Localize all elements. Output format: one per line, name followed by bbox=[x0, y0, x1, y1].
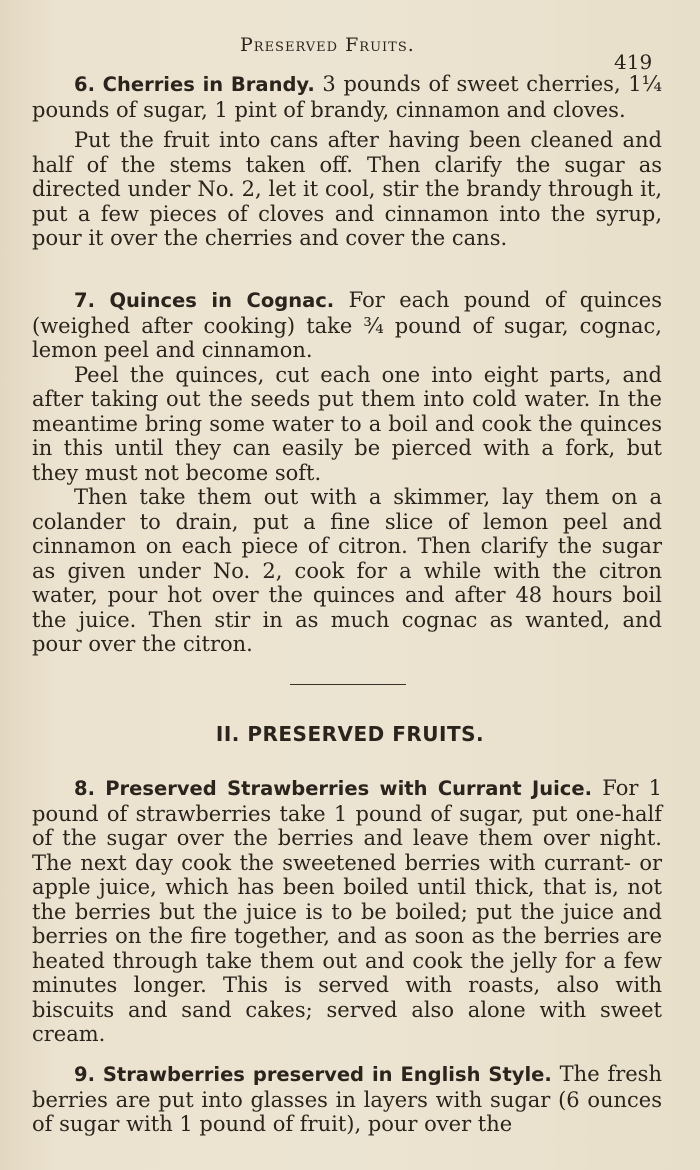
recipe-6-ingredients: 3 pounds of sweet cherries, 1¼ pounds of sugar, 1 pint of brandy, cinnamon and cloves. bbox=[32, 72, 662, 122]
recipe-9-text: The fresh berries are put into glasses in layers with sugar (6 ounces of sugar with 1 pound of fruit), pour over the bbox=[32, 1062, 662, 1136]
recipe-9-title: Strawberries preserved in English Style. bbox=[102, 1063, 552, 1086]
recipe-8-title: Preserved Strawberries with Currant Juice. bbox=[105, 777, 592, 800]
recipe-7-number: 7. bbox=[74, 289, 95, 312]
running-title: Preserved Fruits. bbox=[240, 34, 415, 56]
recipe-9 bbox=[32, 1062, 662, 1137]
section-divider bbox=[290, 684, 406, 685]
section-heading: II. PRESERVED FRUITS. bbox=[215, 722, 485, 746]
recipe-8-number: 8. bbox=[74, 777, 95, 800]
recipe-7-method-1: Peel the quinces, cut each one into eight parts, and after taking out the seeds put them into cold water. In the meantime bring some water to a boil and cook the quinces in this until they can easily be pierced with a fork, but they must not become soft. bbox=[32, 362, 662, 485]
recipe-6-number: 6. bbox=[74, 73, 95, 96]
recipe-7-ingredients: For each pound of quinces (weighed after cooking) take ¾ pound of sugar, cognac, lemon peel and cinnamon. bbox=[32, 288, 662, 362]
recipe-7 bbox=[32, 288, 662, 657]
recipe-8 bbox=[32, 776, 662, 1047]
recipe-8-paragraph bbox=[32, 776, 662, 1047]
recipe-6-method: Put the fruit into cans after having been cleaned and half of the stems taken off. Then clarify the sugar as directed under No. 2, let it cool, stir the brandy through it, put a few pieces of cloves and cinnamon into the syrup, pour it over the cherries and cover the cans. bbox=[32, 128, 662, 250]
recipe-9-paragraph bbox=[32, 1062, 662, 1137]
recipe-8-text: For 1 pound of strawberries take 1 pound of sugar, put one-half of the sugar over the berries and leave them over night. The next day cook the sweetened berries with currant- or apple juice, which has been boiled until thick, that is, not the berries but the juice is to be boiled; put the juice and berries on the fire together, and as soon as the berries are heated through take them out and cook the jelly for a few minutes longer. This is served with roasts, also with biscuits and sand cakes; served also alone with sweet cream. bbox=[32, 776, 662, 1046]
recipe-6-intro bbox=[32, 72, 662, 122]
recipe-6 bbox=[32, 72, 662, 251]
recipe-7-method-2: Then take them out with a skimmer, lay them on a colander to drain, put a fine slice of lemon peel and cinnamon on each piece of citron. Then clarify the sugar as given under No. 2, cook for a while with the citron water, pour hot over the quinces and after 48 hours boil the juice. Then stir in as much cognac as wanted, and pour over the citron. bbox=[32, 485, 662, 656]
recipe-7-intro bbox=[32, 288, 662, 363]
recipe-7-title: Quinces in Cognac. bbox=[109, 289, 335, 312]
recipe-9-number: 9. bbox=[74, 1063, 95, 1086]
recipe-6-title: Cherries in Brandy. bbox=[102, 73, 315, 96]
page-number: 419 bbox=[614, 50, 653, 74]
page-header bbox=[0, 32, 700, 74]
